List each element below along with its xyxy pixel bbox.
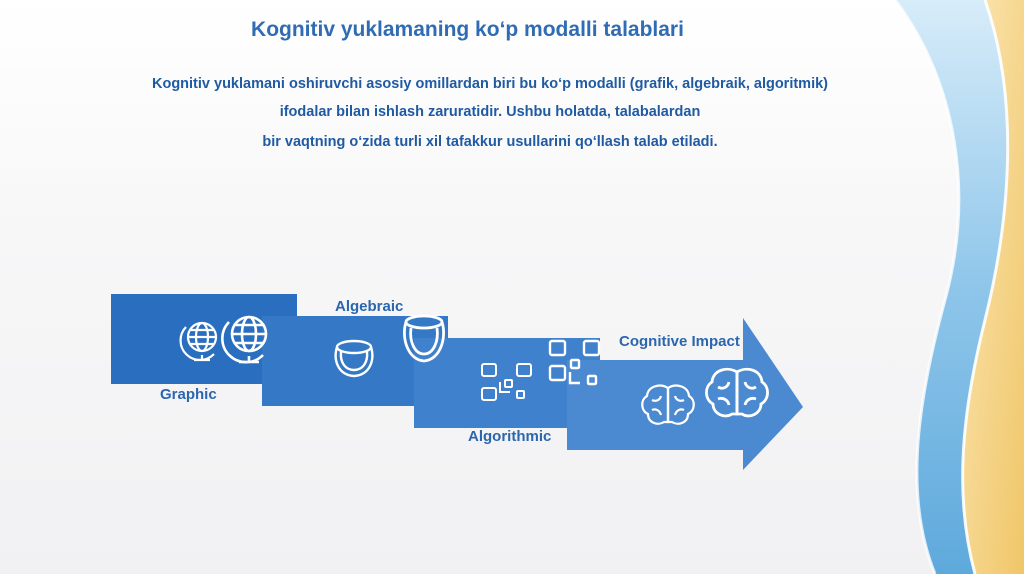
paragraph-line-1: Kognitiv yuklamani oshiruvchi asosiy omillardan biri bu ko‘p modalli (grafik, algebraik, algoritmik) (151, 76, 828, 92)
paragraph-line-3: bir vaqtning o‘zida turli xil tafakkur usullarini qo‘llash talab etiladi. (262, 134, 718, 150)
paragraph-line-2: ifodalar bilan ishlash zaruratidir. Ushbu holatda, talabalardan (279, 104, 701, 120)
step-label-cognitive-impact: Cognitive Impact (619, 333, 740, 350)
step-label-algebraic: Algebraic (335, 298, 404, 315)
step-label-graphic: Graphic (160, 386, 217, 403)
slide-title: Kognitiv yuklamaning ko‘p modalli talablari (251, 18, 684, 41)
step-label-algorithmic: Algorithmic (468, 428, 552, 445)
